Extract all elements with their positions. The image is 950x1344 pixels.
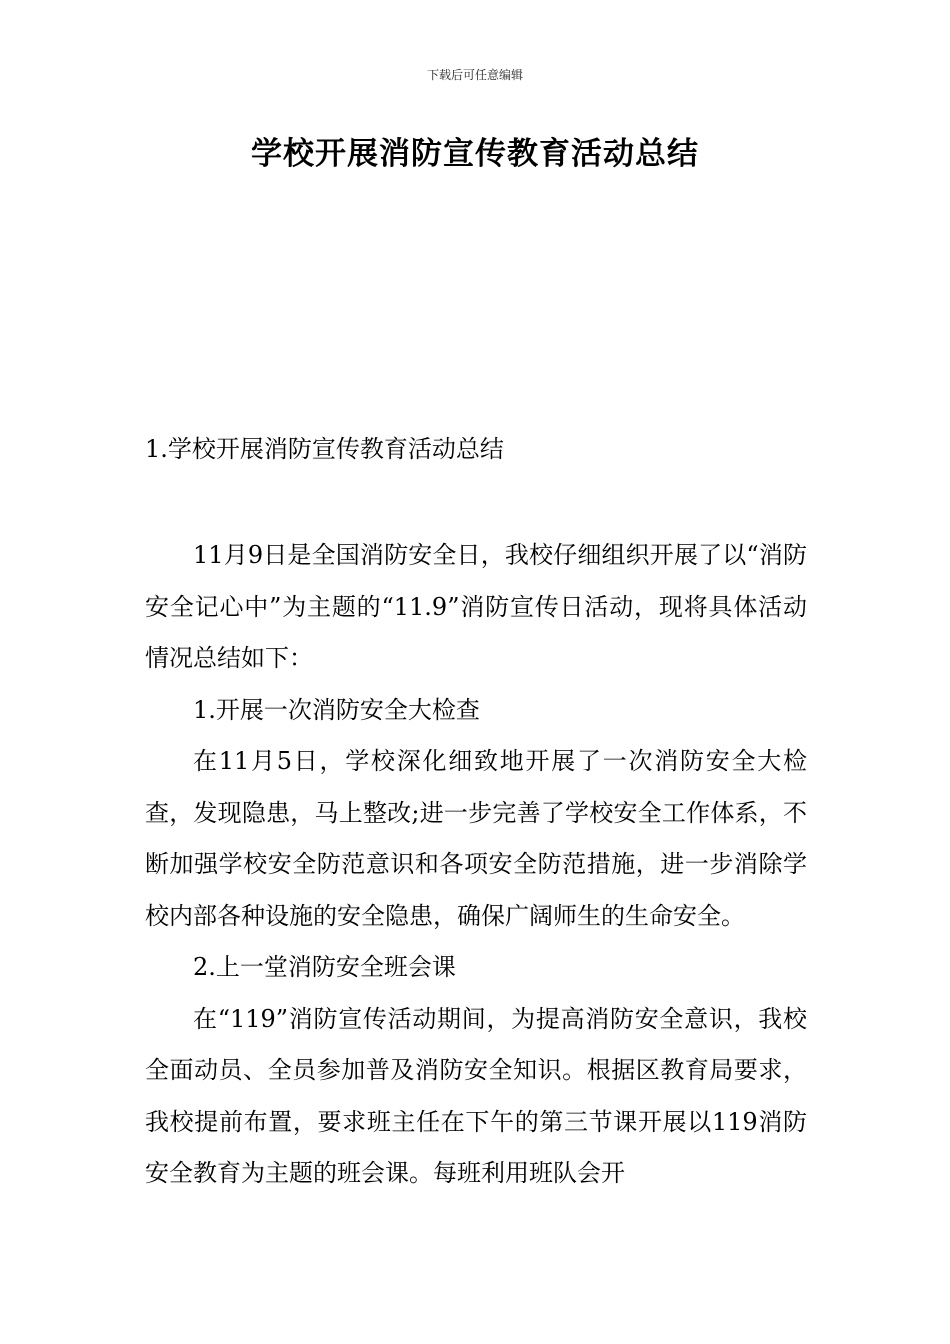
section-heading: 1.学校开展消防宣传教育活动总结: [145, 435, 504, 463]
subheading-class-meeting: 2.上一堂消防安全班会课: [193, 953, 456, 981]
intro-paragraph: 11月9日是全国消防安全日，我校仔细组织开展了以“消防安全记心中”为主题的“11.9”消防宣传日活动，现将具体活动情况总结如下：: [145, 541, 807, 672]
paragraph-fire-inspection: 在11月5日，学校深化细致地开展了一次消防安全大检查，发现隐患，马上整改;进一步完善了学校安全工作体系，不断加强学校安全防范意识和各项安全防范措施，进一步消除学校内部各种设施的安全隐患，确保广阔师生的生命安全。: [145, 747, 807, 930]
document-title: 学校开展消防宣传教育活动总结: [251, 136, 699, 172]
subheading-fire-inspection: 1.开展一次消防安全大检查: [193, 695, 480, 724]
document-body: [145, 530, 807, 1200]
paragraph-class-meeting: 在“119”消防宣传活动期间，为提高消防安全意识，我校全面动员、全员参加普及消防安全知识。根据区教育局要求，我校提前布置，要求班主任在下午的第三节课开展以119消防安全教育为主题的班会课。每班利用班队会开: [145, 1004, 807, 1187]
download-note: 下载后可任意编辑: [426, 68, 523, 82]
